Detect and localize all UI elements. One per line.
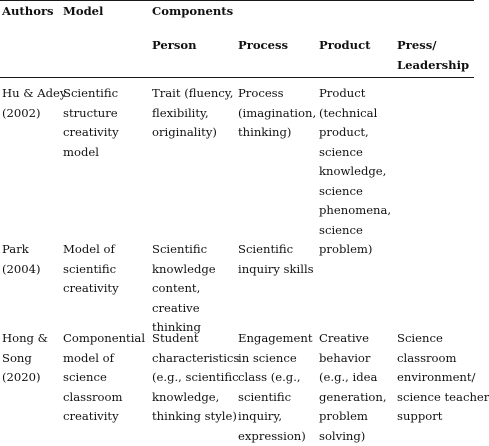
header-bottom-rule [0, 77, 474, 78]
header-process: Process [238, 38, 289, 52]
row-process: Engagement in science class (e.g., scientific inquiry, expression) [238, 331, 313, 443]
row-model: Model of scientific creativity [63, 242, 119, 295]
row-person: Scientific knowledge content, creative thinking [152, 242, 216, 334]
row-press: Science classroom environment/ science teacher support [397, 331, 489, 423]
row-authors: Park (2004) [2, 242, 41, 276]
header-press: Press/ Leadership [397, 38, 470, 72]
header-person: Person [152, 38, 197, 52]
row-model: Scientific structure creativity model [63, 86, 119, 159]
row-authors: Hong & Song (2020) [2, 331, 48, 384]
header-components: Components [152, 4, 234, 18]
header-authors: Authors [2, 4, 54, 18]
row-process: Scientific inquiry skills [238, 242, 314, 276]
row-process: Process (imagination, thinking) [238, 86, 317, 139]
header-model: Model [63, 4, 104, 18]
row-product: Product (technical product, science knowledge, science phenomena, science problem) [319, 86, 392, 256]
row-person: Trait (fluency, flexibility, originality) [152, 86, 234, 139]
table-top-rule [0, 0, 474, 1]
header-product: Product [319, 38, 371, 52]
row-authors: Hu & Adey (2002) [2, 86, 67, 120]
row-model: Componential model of science classroom creativity [63, 331, 146, 423]
row-person: Student characteristics (e.g., scientific knowledge, thinking style) [152, 331, 240, 423]
row-product: Creative behavior (e.g., idea generation, problem solving) [319, 331, 387, 443]
